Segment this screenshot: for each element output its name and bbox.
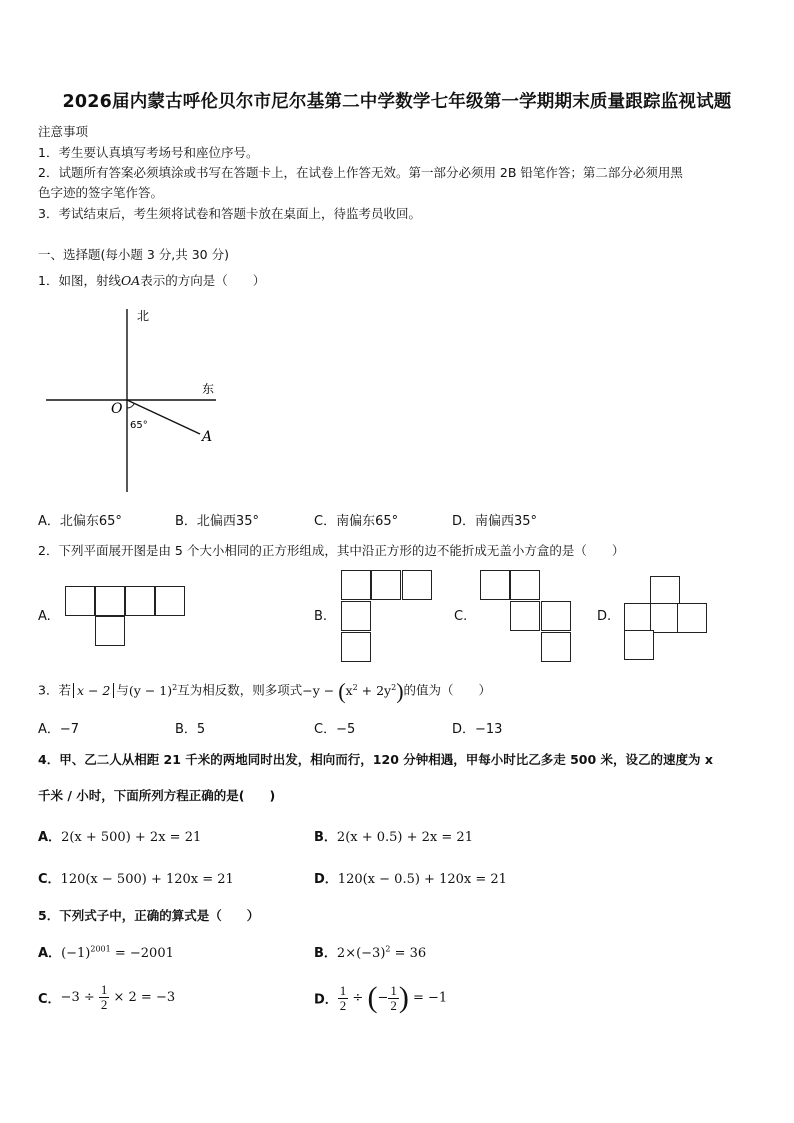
q1-stem-text-a: 1．如图，射线 — [38, 273, 121, 288]
note-2a: 2．试题所有答案必须填涂或书写在答题卡上，在试卷上作答无效。第一部分必须用 2B 铅笔作答；第二部分必须用黑 — [38, 165, 683, 180]
q3-option-a: A．−7 — [38, 722, 80, 737]
net-square — [341, 601, 371, 631]
q5-stem: 5．下列式子中，正确的算式是（ ） — [38, 908, 260, 923]
q5-d-fraction-2 — [388, 984, 399, 1013]
fraction-numerator: 1 — [390, 982, 397, 998]
q2-option-b-label: B. — [314, 609, 328, 624]
q1-stem — [38, 271, 265, 289]
q2-option-d-label: D. — [597, 609, 612, 624]
q5-a-rest: = −2001 — [110, 946, 174, 961]
q5-d-label: D． — [314, 992, 338, 1008]
q5-c-pre: −3 ÷ — [60, 990, 99, 1005]
net-square — [95, 616, 125, 646]
note-2b: 色字迹的签字笔作答。 — [38, 185, 164, 200]
q4-c-expr: 120(x − 500) + 120x = 21 — [60, 872, 234, 887]
q3-square-expr — [129, 683, 177, 698]
net-square — [95, 586, 125, 616]
q4-option-d — [314, 868, 507, 887]
q3-poly: $-y - (x^2 + 2y^2)$ — [302, 678, 404, 703]
q5-b-rest: = 36 — [390, 946, 427, 961]
q5-c-rest: × 2 = −3 — [109, 990, 176, 1005]
q4-stem-line1: 4．甲、乙二人从相距 21 千米的两地同时出发，相向而行，120 分钟相遇，甲每小时比乙多走 500 米，设乙的速度为 x — [38, 752, 713, 767]
net-square — [650, 576, 680, 606]
q3-abs-text: x − 2 — [76, 682, 111, 698]
q3-poly-a: −y − — [302, 682, 339, 698]
q3-poly-x: x — [345, 682, 353, 698]
fraction-denominator: 2 — [390, 997, 397, 1013]
q4-option-b — [314, 826, 473, 845]
fraction-numerator: 1 — [339, 982, 347, 998]
q1-stem-text-b: 表示的方向是（ ） — [140, 273, 266, 288]
q4-option-a — [38, 826, 201, 845]
origin-label: O — [111, 401, 123, 417]
q5-b-base: 2×(−3) — [336, 946, 386, 961]
angle-label: 65° — [130, 420, 148, 431]
q3-end: 的值为（ ） — [403, 682, 492, 698]
angle-arc — [127, 403, 134, 408]
q4-d-label: D． — [314, 872, 338, 887]
north-label: 北 — [137, 309, 150, 323]
q2-stem: 2．下列平面展开图是由 5 个大小相同的正方形组成，其中沿正方形的边不能折成无盖小方盒的是（ ） — [38, 543, 625, 558]
net-square — [402, 570, 432, 600]
q1-option-a: A．北偏东65° — [38, 514, 122, 529]
net-square — [541, 601, 571, 631]
q1-stem-var: OA — [120, 273, 141, 288]
q1-option-b: B．北偏西35° — [175, 514, 259, 529]
q3-square-exp: 2 — [172, 682, 178, 692]
net-square — [541, 632, 571, 662]
net-square — [371, 570, 401, 600]
q4-a-label: A． — [38, 830, 62, 845]
q3-option-c: C．−5 — [314, 722, 356, 737]
net-square — [341, 570, 371, 600]
net-square — [677, 603, 707, 633]
q4-option-c — [38, 868, 234, 887]
q5-d-divide: ÷ — [348, 990, 368, 1006]
q3-mid: 互为相反数，则多项式 — [177, 682, 303, 698]
q3-abs-expr — [73, 683, 114, 698]
net-square — [155, 586, 185, 616]
q3-lead: 3．若 — [38, 682, 71, 698]
q3-option-d: D．−13 — [452, 722, 503, 737]
notes-heading: 注意事项 — [38, 124, 89, 139]
fraction-denominator: 2 — [339, 997, 347, 1013]
net-square — [510, 601, 540, 631]
net-square — [341, 632, 371, 662]
note-1: 1．考生要认真填写考场号和座位序号。 — [38, 145, 259, 160]
point-a-label: A — [202, 429, 213, 445]
section-heading: 一、选择题(每小题 3 分,共 30 分) — [38, 247, 229, 262]
net-square — [125, 586, 155, 616]
q5-d-sign: − — [377, 990, 389, 1006]
q1-option-d: D．南偏西35° — [452, 514, 538, 529]
q4-b-label: B． — [314, 830, 337, 845]
q5-option-c — [38, 983, 175, 1012]
note-3: 3．考试结束后，考生须将试卷和答题卡放在桌面上，待监考员收回。 — [38, 206, 421, 221]
q5-a-label: A． — [38, 946, 62, 961]
q3-with: 与 — [116, 682, 129, 698]
net-square — [65, 586, 95, 616]
page-title: 2026届内蒙古呼伦贝尔市尼尔基第二中学数学七年级第一学期期末质量跟踪监视试题 — [62, 92, 732, 112]
q5-b-label: B． — [314, 946, 337, 961]
fraction-denominator: 2 — [100, 997, 108, 1012]
q1-option-c: C．南偏东65° — [314, 514, 399, 529]
q4-d-expr: 120(x − 0.5) + 120x = 21 — [337, 872, 507, 887]
q3-poly-y: + 2y — [357, 682, 392, 698]
fraction-numerator: 1 — [100, 982, 108, 997]
q5-d-rest: = −1 — [408, 990, 448, 1006]
q1-direction-figure — [40, 305, 230, 495]
q2-option-c-label: C. — [454, 609, 468, 624]
net-square — [480, 570, 510, 600]
q5-d-fraction-1 — [338, 984, 349, 1013]
net-square — [624, 630, 654, 660]
q5-option-d: D． $\frac{1}{2}$ ÷ (− $\frac{1}{2}$ ) = −1 — [314, 981, 448, 1014]
q4-c-label: C． — [38, 872, 61, 887]
q5-option-b — [314, 942, 426, 961]
q3-option-b: B．5 — [175, 722, 206, 737]
q2-option-a-label: A. — [38, 609, 51, 624]
q5-c-fraction — [99, 983, 110, 1012]
q4-b-expr: 2(x + 0.5) + 2x = 21 — [336, 830, 473, 845]
q5-c-label: C． — [38, 992, 61, 1007]
q3-square-base: (y − 1) — [128, 682, 173, 698]
q5-option-a — [38, 942, 174, 961]
q5-b-exp: 2 — [385, 944, 391, 954]
net-square — [510, 570, 540, 600]
q3-stem — [38, 678, 491, 704]
q4-stem-line2: 千米 / 小时，下面所列方程正确的是( ) — [38, 788, 276, 803]
east-label: 东 — [202, 382, 215, 396]
net-square — [650, 603, 680, 633]
q5-a-exp: 2001 — [90, 944, 111, 954]
q4-a-expr: 2(x + 500) + 2x = 21 — [61, 830, 202, 845]
q5-a-base: (−1) — [61, 946, 91, 961]
